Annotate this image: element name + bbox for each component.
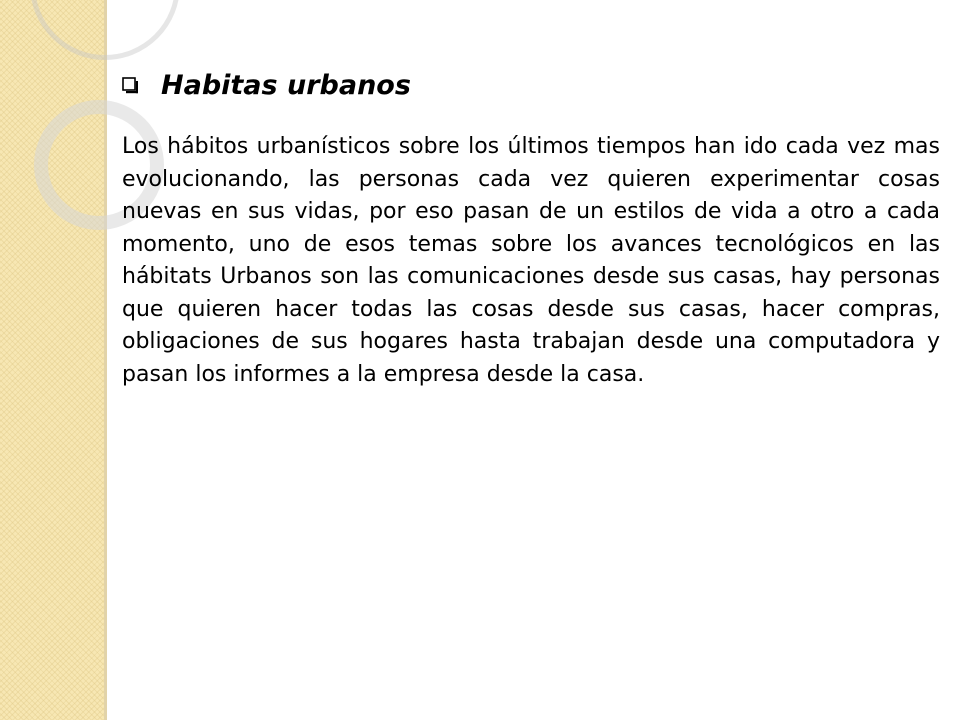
body-paragraph: Los hábitos urbanísticos sobre los últimos tiempos han ido cada vez mas evolucionando, las personas cada vez quieren experimentar cosas nuevas en sus vidas, por eso pasan de un estilos de vida a otro a cada momento, uno de esos temas sobre los avances tecnológicos en las hábitats Urbanos son las comunicaciones desde sus casas, hay personas que quieren hacer todas las cosas desde sus casas, hacer compras, obligaciones de sus hogares hasta trabajan desde una computadora y pasan los informes a la empresa desde la casa. <box>122 134 940 387</box>
side-strip-border <box>104 0 107 720</box>
decorative-side-strip <box>0 0 104 720</box>
hollow-square-bullet-icon <box>122 77 139 94</box>
slide-title-text: Habitas urbanos <box>161 70 411 101</box>
slide-title <box>122 70 411 101</box>
